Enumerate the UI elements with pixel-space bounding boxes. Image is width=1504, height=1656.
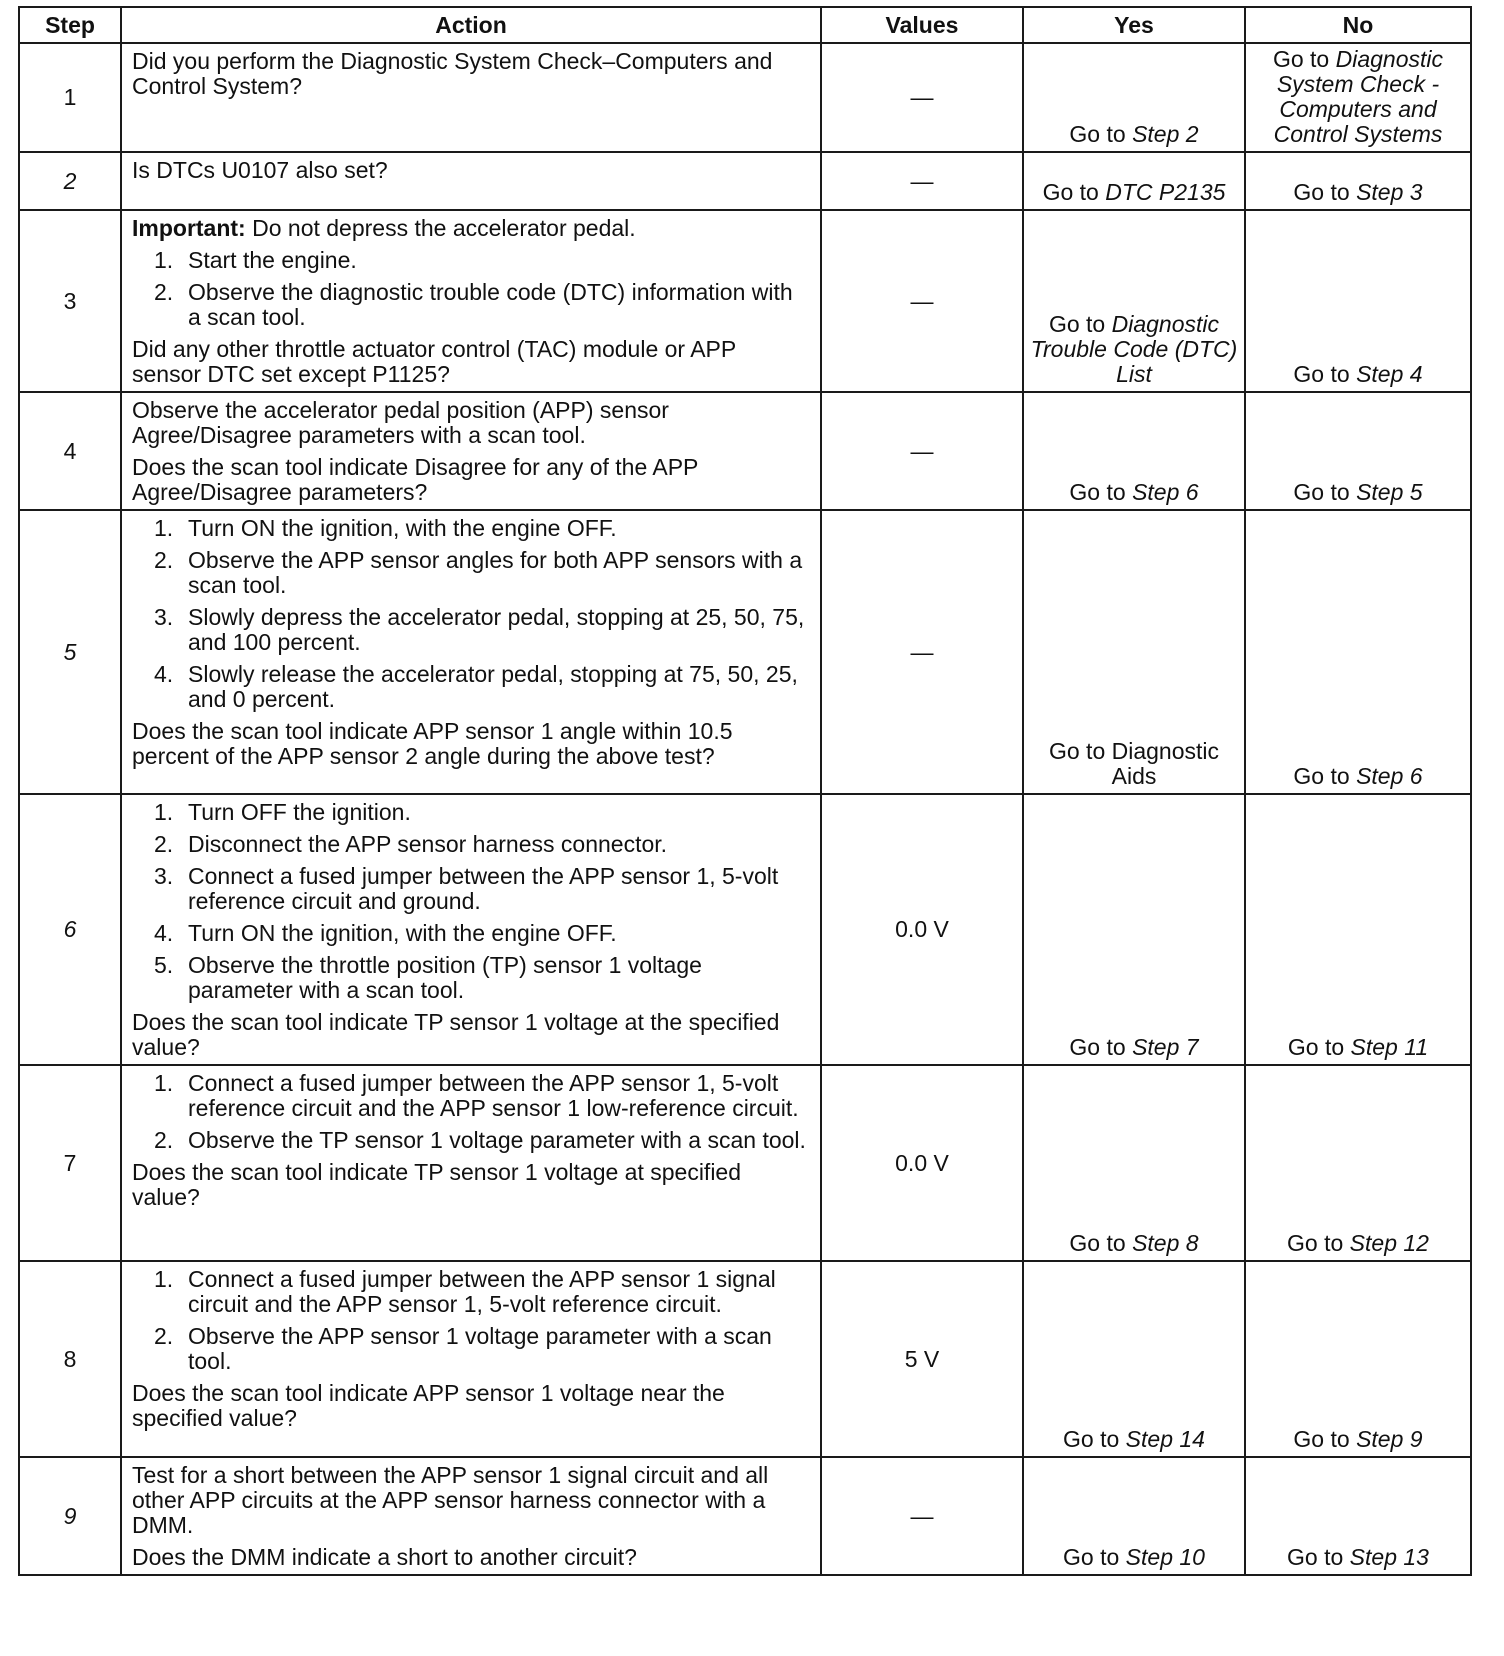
list-item-text: Disconnect the APP sensor harness connector.	[188, 831, 668, 857]
action-question: Did you perform the Diagnostic System Check–Computers and Control System?	[132, 48, 773, 99]
yes-link[interactable]: Step 7	[1132, 1034, 1199, 1060]
yes-link[interactable]: Go to Diagnostic Aids	[1048, 738, 1220, 789]
list-item-number: 2.	[154, 547, 174, 573]
yes-cell	[1023, 152, 1245, 210]
table-row-step-3	[19, 210, 1471, 392]
step-number: 8	[19, 1261, 121, 1457]
list-item-number: 4.	[154, 920, 174, 946]
yes-prefix: Go to	[1069, 1034, 1126, 1060]
no-cell	[1245, 392, 1471, 510]
yes-cell	[1023, 1261, 1245, 1457]
no-link[interactable]: Step 12	[1349, 1230, 1429, 1256]
yes-prefix: Go to	[1069, 479, 1126, 505]
list-item	[132, 1128, 810, 1153]
step-number: 1	[19, 43, 121, 152]
yes-link[interactable]: Diagnostic Trouble Code (DTC) List	[1030, 311, 1238, 387]
value-cell: —	[821, 210, 1023, 392]
table-row-step-8	[19, 1261, 1471, 1457]
list-item	[132, 516, 810, 541]
yes-cell	[1023, 794, 1245, 1065]
list-item-text: Slowly depress the accelerator pedal, stopping at 25, 50, 75, and 100 percent.	[188, 604, 805, 655]
list-item	[132, 832, 810, 857]
procedure-list	[132, 248, 810, 330]
list-item-text: Observe the diagnostic trouble code (DTC) information with a scan tool.	[188, 279, 793, 330]
header-no: No	[1245, 7, 1471, 43]
list-item	[132, 921, 810, 946]
list-item-text: Observe the APP sensor angles for both APP sensors with a scan tool.	[188, 547, 803, 598]
yes-prefix: Go to	[1069, 121, 1126, 147]
no-prefix: Go to	[1272, 46, 1330, 72]
action-question: Does the scan tool indicate TP sensor 1 voltage at specified value?	[132, 1159, 742, 1210]
step-number: 5	[19, 510, 121, 794]
no-cell	[1245, 43, 1471, 152]
no-prefix: Go to	[1293, 179, 1350, 205]
table-row-step-4	[19, 392, 1471, 510]
no-prefix: Go to	[1293, 763, 1350, 789]
list-item-number: 1.	[154, 515, 174, 541]
important-note	[132, 216, 810, 241]
list-item-number: 5.	[154, 952, 174, 978]
step-number: 3	[19, 210, 121, 392]
yes-cell	[1023, 510, 1245, 794]
list-item-text: Connect a fused jumper between the APP sensor 1, 5-volt reference circuit and ground.	[188, 863, 779, 914]
value-cell: —	[821, 510, 1023, 794]
list-item-number: 2.	[154, 831, 174, 857]
header-values: Values	[821, 7, 1023, 43]
action-question: Does the scan tool indicate APP sensor 1 voltage near the specified value?	[132, 1380, 725, 1431]
no-link[interactable]: Step 11	[1350, 1034, 1429, 1060]
diagnostic-table-page	[18, 6, 1470, 1576]
yes-prefix: Go to	[1042, 179, 1099, 205]
action-cell	[121, 43, 821, 152]
action-question: Does the scan tool indicate APP sensor 1 angle within 10.5 percent of the APP sensor 2 angle during the above test?	[132, 718, 733, 769]
list-item-text: Turn OFF the ignition.	[188, 799, 411, 825]
yes-link[interactable]: Step 10	[1125, 1544, 1205, 1570]
no-link[interactable]: Diagnostic System Check - Computers and Control Systems	[1273, 46, 1444, 147]
yes-cell	[1023, 43, 1245, 152]
list-item-text: Observe the throttle position (TP) sensor 1 voltage parameter with a scan tool.	[188, 952, 702, 1003]
action-intro: Test for a short between the APP sensor 1 signal circuit and all other APP circuits at the APP sensor harness connector with a DMM.	[132, 1462, 769, 1538]
no-link[interactable]: Step 4	[1356, 361, 1423, 387]
header-action: Action	[121, 7, 821, 43]
yes-prefix: Go to	[1063, 1544, 1120, 1570]
value-cell: 0.0 V	[821, 1065, 1023, 1261]
list-item	[132, 1267, 810, 1317]
list-item-number: 2.	[154, 1323, 174, 1349]
procedure-list	[132, 516, 810, 712]
value-cell: —	[821, 152, 1023, 210]
no-cell	[1245, 1065, 1471, 1261]
no-prefix: Go to	[1293, 1426, 1350, 1452]
list-item-text: Connect a fused jumper between the APP sensor 1, 5-volt reference circuit and the APP sensor 1 low-reference circuit.	[188, 1070, 799, 1121]
table-row-step-2	[19, 152, 1471, 210]
yes-cell	[1023, 1065, 1245, 1261]
yes-prefix: Go to	[1069, 1230, 1126, 1256]
yes-prefix: Go to	[1063, 1426, 1120, 1452]
yes-cell	[1023, 210, 1245, 392]
list-item	[132, 662, 810, 712]
value-cell: 5 V	[821, 1261, 1023, 1457]
header-row	[19, 7, 1471, 43]
list-item-number: 1.	[154, 1070, 174, 1096]
value-cell: —	[821, 43, 1023, 152]
list-item-text: Observe the APP sensor 1 voltage parameter with a scan tool.	[188, 1323, 772, 1374]
action-cell	[121, 1457, 821, 1575]
procedure-list	[132, 1267, 810, 1374]
list-item	[132, 248, 810, 273]
list-item	[132, 548, 810, 598]
table-row-step-7	[19, 1065, 1471, 1261]
list-item	[132, 1071, 810, 1121]
list-item-number: 2.	[154, 1127, 174, 1153]
step-number: 2	[19, 152, 121, 210]
table-row-step-1	[19, 43, 1471, 152]
list-item-text: Slowly release the accelerator pedal, stopping at 75, 50, 25, and 0 percent.	[188, 661, 798, 712]
step-number: 6	[19, 794, 121, 1065]
list-item	[132, 1324, 810, 1374]
no-cell	[1245, 1261, 1471, 1457]
action-cell	[121, 152, 821, 210]
list-item-text: Start the engine.	[188, 247, 357, 273]
yes-link[interactable]: Step 8	[1132, 1230, 1199, 1256]
list-item-number: 3.	[154, 604, 174, 630]
no-prefix: Go to	[1287, 1230, 1344, 1256]
diagnostic-table	[18, 6, 1472, 1576]
procedure-list	[132, 800, 810, 1003]
no-cell	[1245, 1457, 1471, 1575]
list-item	[132, 864, 810, 914]
step-number: 7	[19, 1065, 121, 1261]
list-item-text: Turn ON the ignition, with the engine OFF.	[188, 515, 617, 541]
procedure-list	[132, 1071, 810, 1153]
value-cell: —	[821, 392, 1023, 510]
no-link[interactable]: Step 13	[1349, 1544, 1429, 1570]
yes-cell	[1023, 1457, 1245, 1575]
action-question: Does the scan tool indicate TP sensor 1 voltage at the specified value?	[132, 1009, 780, 1060]
yes-link[interactable]: Step 6	[1132, 479, 1199, 505]
list-item-number: 1.	[154, 799, 174, 825]
no-cell	[1245, 152, 1471, 210]
action-intro: Observe the accelerator pedal position (APP) sensor Agree/Disagree parameters with a scan tool.	[132, 397, 669, 448]
value-cell: 0.0 V	[821, 794, 1023, 1065]
action-question: Does the DMM indicate a short to another circuit?	[132, 1544, 637, 1570]
important-text: Do not depress the accelerator pedal.	[252, 215, 636, 241]
list-item	[132, 605, 810, 655]
table-row-step-6	[19, 794, 1471, 1065]
step-number: 9	[19, 1457, 121, 1575]
yes-prefix: Go to	[1048, 311, 1106, 337]
action-question: Does the scan tool indicate Disagree for any of the APP Agree/Disagree parameters?	[132, 454, 698, 505]
list-item-number: 2.	[154, 279, 174, 305]
step-number: 4	[19, 392, 121, 510]
action-cell	[121, 210, 821, 392]
no-cell	[1245, 510, 1471, 794]
list-item-text: Turn ON the ignition, with the engine OFF.	[188, 920, 617, 946]
action-cell	[121, 392, 821, 510]
action-cell	[121, 510, 821, 794]
no-link[interactable]: Step 6	[1356, 763, 1423, 789]
header-yes: Yes	[1023, 7, 1245, 43]
list-item-number: 1.	[154, 1266, 174, 1292]
list-item	[132, 953, 810, 1003]
yes-link[interactable]: Step 2	[1132, 121, 1199, 147]
list-item	[132, 800, 810, 825]
no-link[interactable]: Step 3	[1356, 179, 1423, 205]
no-prefix: Go to	[1287, 1034, 1345, 1060]
action-cell	[121, 1065, 821, 1261]
list-item-number: 1.	[154, 247, 174, 273]
list-item-number: 3.	[154, 863, 174, 889]
yes-link[interactable]: DTC P2135	[1105, 179, 1226, 205]
no-prefix: Go to	[1287, 1544, 1344, 1570]
value-cell: —	[821, 1457, 1023, 1575]
action-cell	[121, 794, 821, 1065]
list-item	[132, 280, 810, 330]
no-cell	[1245, 794, 1471, 1065]
table-row-step-5	[19, 510, 1471, 794]
no-prefix: Go to	[1293, 479, 1350, 505]
yes-cell	[1023, 392, 1245, 510]
table-row-step-9	[19, 1457, 1471, 1575]
no-prefix: Go to	[1293, 361, 1350, 387]
header-step: Step	[19, 7, 121, 43]
no-link[interactable]: Step 9	[1356, 1426, 1423, 1452]
list-item-text: Connect a fused jumper between the APP sensor 1 signal circuit and the APP sensor 1, 5-volt reference circuit.	[188, 1266, 776, 1317]
action-cell	[121, 1261, 821, 1457]
yes-link[interactable]: Step 14	[1125, 1426, 1205, 1452]
important-label: Important:	[132, 215, 246, 241]
list-item-text: Observe the TP sensor 1 voltage parameter with a scan tool.	[188, 1127, 806, 1153]
action-question: Is DTCs U0107 also set?	[132, 157, 388, 183]
no-link[interactable]: Step 5	[1356, 479, 1423, 505]
no-cell	[1245, 210, 1471, 392]
list-item-number: 4.	[154, 661, 174, 687]
action-question: Did any other throttle actuator control (TAC) module or APP sensor DTC set except P1125?	[132, 336, 736, 387]
